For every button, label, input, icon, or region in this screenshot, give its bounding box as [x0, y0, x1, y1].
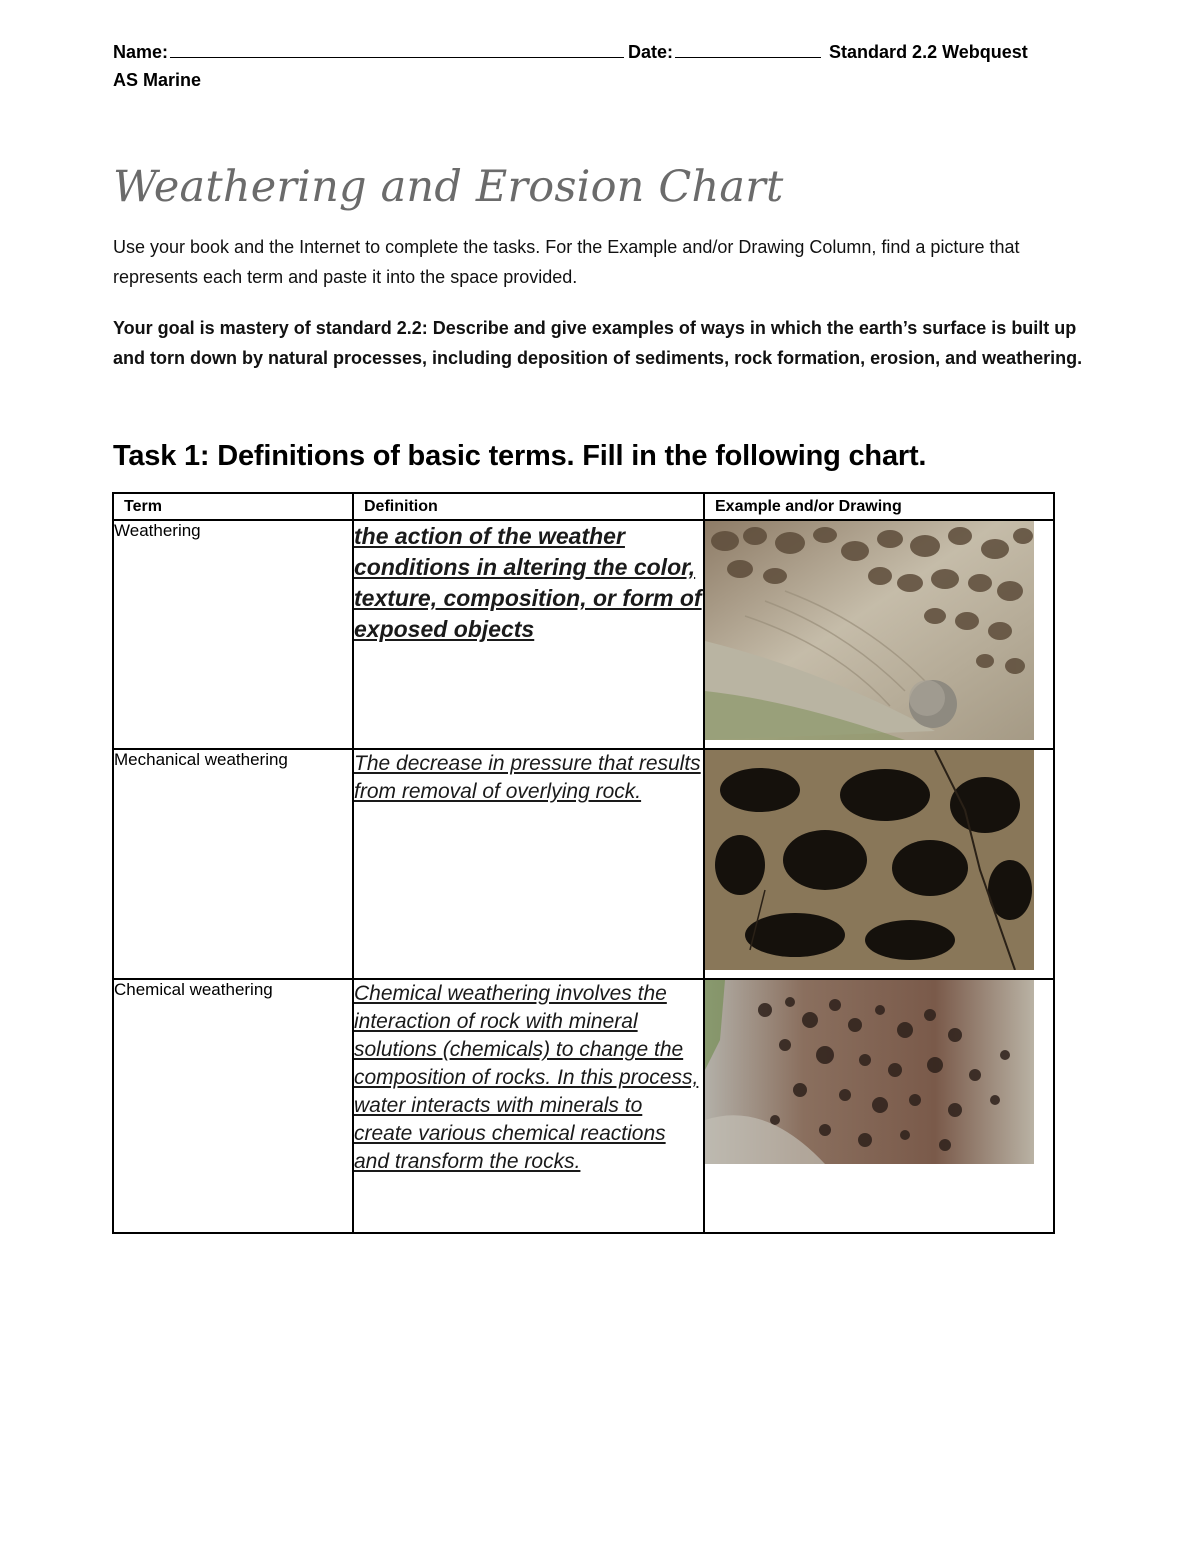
name-label: Name: — [113, 42, 169, 62]
page-header — [113, 38, 1063, 94]
date-blank[interactable] — [675, 39, 821, 58]
definition-text: Chemical weathering involves the interaction of rock with mineral solutions (chemicals) to change the composition of rocks. In this process, water interacts with minerals to create various chemical reactions and transform the rocks. — [354, 982, 699, 1173]
example-cell[interactable] — [704, 979, 1054, 1233]
task1-heading: Task 1: Definitions of basic terms. Fill in the following chart. — [113, 440, 927, 472]
example-cell[interactable] — [704, 520, 1054, 749]
goal-paragraph: Your goal is mastery of standard 2.2: Describe and give examples of ways in which the earth’s surface is built up and torn down by natural processes, including deposition of sediments, rock formation, erosion, and weathering. — [113, 318, 1083, 368]
definition-cell[interactable] — [353, 520, 704, 749]
definitions-chart — [112, 492, 1055, 1234]
column-header-definition: Definition — [353, 493, 704, 520]
instructions-paragraph: Use your book and the Internet to complete the tasks. For the Example and/or Drawing Column, find a picture that represents each term and paste it into the space provided. — [113, 237, 1020, 287]
pitted-limestone-photo — [705, 980, 1034, 1164]
page-title: Weathering and Erosion Chart — [113, 162, 784, 212]
definition-cell[interactable] — [353, 979, 704, 1233]
term-cell: Chemical weathering — [113, 979, 353, 1233]
standard-label: Standard 2.2 Webquest — [829, 42, 1028, 62]
tafoni-rock-pockets-photo — [705, 750, 1034, 970]
course-label: AS Marine — [113, 70, 202, 90]
definition-text: The decrease in pressure that results from removal of overlying rock. — [354, 752, 701, 803]
definition-cell[interactable] — [353, 749, 704, 979]
definition-text: the action of the weather conditions in altering the color, texture, composition, or form of exposed objects — [354, 523, 702, 642]
date-label: Date: — [628, 42, 674, 62]
table-row — [113, 520, 1054, 749]
honeycomb-weathered-sandstone-photo — [705, 521, 1034, 740]
column-header-example: Example and/or Drawing — [704, 493, 1054, 520]
chart-header-row — [113, 493, 1054, 520]
term-cell: Mechanical weathering — [113, 749, 353, 979]
term-cell: Weathering — [113, 520, 353, 749]
table-row — [113, 749, 1054, 979]
table-row — [113, 979, 1054, 1233]
example-cell[interactable] — [704, 749, 1054, 979]
column-header-term: Term — [113, 493, 353, 520]
name-blank[interactable] — [170, 39, 624, 58]
